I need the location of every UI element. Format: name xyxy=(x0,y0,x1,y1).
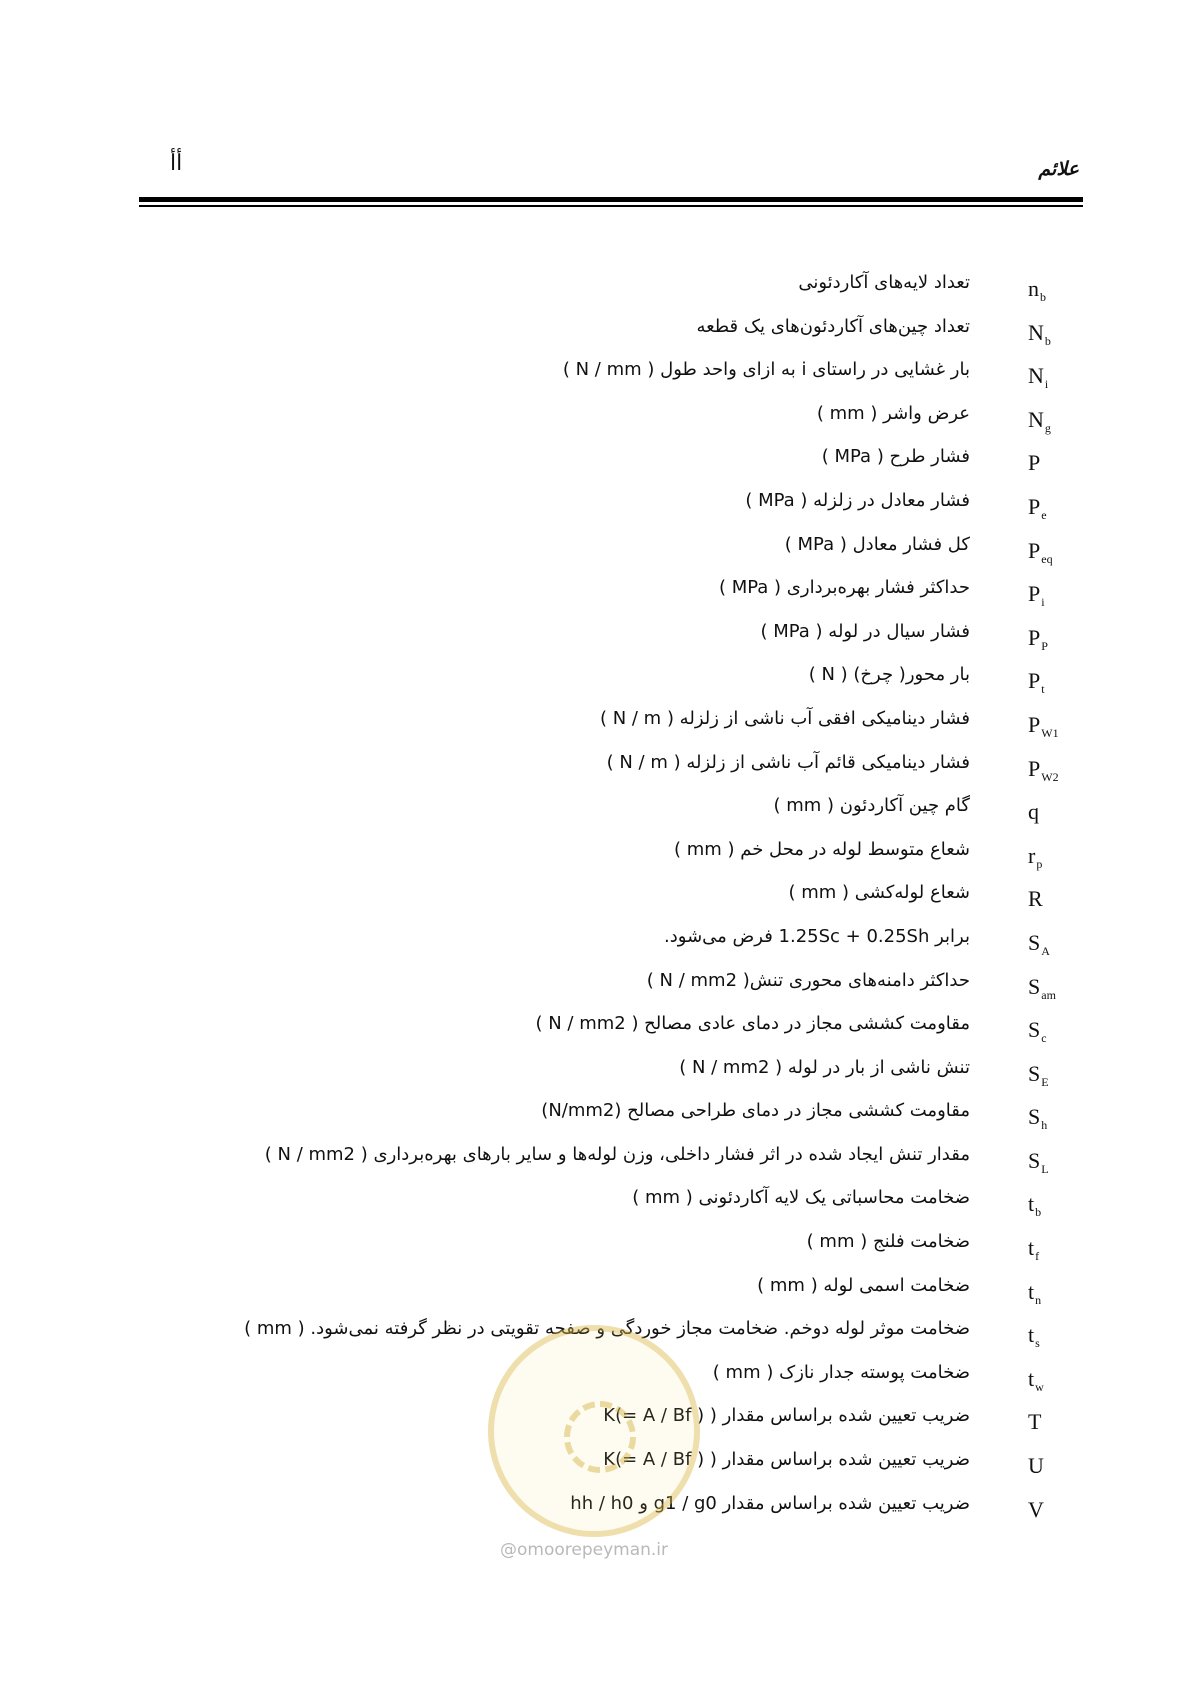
symbol-row xyxy=(0,1013,1191,1057)
symbol-row xyxy=(0,316,1191,360)
symbol-description: مقاومت کششی مجاز در دمای عادی مصالح ( N / mm2 ) xyxy=(535,1013,970,1035)
symbol-description: بار غشایی در راستای i به ازای واحد طول ( N / mm ) xyxy=(562,359,970,381)
symbol-description: تنش ناشی از بار در لوله ( N / mm2 ) xyxy=(679,1056,970,1078)
symbol-description: فشار سیال در لوله ( MPa ) xyxy=(760,620,970,642)
page-number: أأ xyxy=(170,150,183,175)
symbol-description: شعاع لوله‌کشی ( mm ) xyxy=(788,882,970,904)
symbol-description: کل فشار معادل ( MPa ) xyxy=(784,533,970,555)
symbol: $N_g$ xyxy=(1028,406,1051,435)
symbol-description: گام چین آکاردئون ( mm ) xyxy=(773,795,970,817)
symbol: $P_P$ xyxy=(1028,624,1048,653)
symbol-row xyxy=(0,1100,1191,1144)
watermark-text: @omoorepeyman.ir xyxy=(500,1540,669,1560)
symbol-description: فشار معادل در زلزله ( MPa ) xyxy=(745,489,970,511)
symbol-row xyxy=(0,1057,1191,1101)
symbol-row xyxy=(0,359,1191,403)
symbol-row xyxy=(0,403,1191,447)
symbol: T xyxy=(1028,1409,1042,1435)
symbol-row xyxy=(0,1187,1191,1231)
symbol-row xyxy=(0,1144,1191,1188)
symbol-description: حداکثر فشار بهره‌برداری ( MPa ) xyxy=(718,577,970,599)
symbol-row xyxy=(0,970,1191,1014)
symbol: $N_i$ xyxy=(1028,363,1049,392)
symbol: P xyxy=(1028,450,1041,476)
symbol: R xyxy=(1028,886,1043,912)
symbol-row xyxy=(0,752,1191,796)
symbol-description: مقدار تنش ایجاد شده در اثر فشار داخلی، وزن لوله‌ها و سایر بارهای بهره‌برداری ( N / mm2 ) xyxy=(264,1143,970,1165)
symbol: U xyxy=(1028,1453,1044,1479)
symbol-row xyxy=(0,839,1191,883)
symbol: $r_p$ xyxy=(1028,842,1043,871)
symbol-description: ضخامت موثر لوله دوخم. ضخامت مجاز خوردگی و صفحه تقویتی در نظر گرفته نمی‌شود. ( mm ) xyxy=(244,1318,970,1340)
symbol: $t_b$ xyxy=(1028,1191,1042,1220)
symbol-description: شعاع متوسط لوله در محل خم ( mm ) xyxy=(673,838,970,860)
watermark-logo xyxy=(488,1325,700,1537)
symbol-row xyxy=(0,708,1191,752)
header-rule-thin xyxy=(139,205,1083,207)
symbol: $P_{eq}$ xyxy=(1028,537,1053,566)
symbol: $S_L$ xyxy=(1028,1147,1049,1176)
symbol-row xyxy=(0,795,1191,839)
section-title: علائم xyxy=(1038,158,1079,180)
symbol: $P_i$ xyxy=(1028,581,1045,610)
symbol: $S_E$ xyxy=(1028,1060,1049,1089)
symbol-description: ضریب تعیین شده براساس مقدار ( K(= A / Bf ) xyxy=(603,1449,970,1471)
symbol: $t_n$ xyxy=(1028,1278,1042,1307)
symbol-description: ضخامت محاسباتی یک لایه آکاردئونی ( mm ) xyxy=(632,1187,970,1209)
symbol: $P_t$ xyxy=(1028,668,1045,697)
symbol-description: ضریب تعیین شده براساس مقدار g1 / g0 و hh / h0 xyxy=(570,1492,970,1514)
symbol: $P_{W1}$ xyxy=(1028,711,1059,740)
symbol-description: برابر 1.25Sc + 0.25Sh فرض می‌شود. xyxy=(664,925,970,947)
symbol: $P_{W2}$ xyxy=(1028,755,1059,784)
symbol: $S_h$ xyxy=(1028,1104,1048,1133)
symbol-description: فشار طرح ( MPa ) xyxy=(821,446,970,468)
symbol-description: ضریب تعیین شده براساس مقدار ( K(= A / Bf ) xyxy=(603,1405,970,1427)
symbol: $t_s$ xyxy=(1028,1322,1040,1351)
symbol-row xyxy=(0,926,1191,970)
symbol-description: تعداد لایه‌های آکاردئونی xyxy=(798,272,970,293)
symbol-description: مقاومت کششی مجاز در دمای طراحی مصالح (N/mm2) xyxy=(541,1100,970,1122)
gear-icon xyxy=(564,1401,636,1473)
symbol-row xyxy=(0,664,1191,708)
symbol-row xyxy=(0,272,1191,316)
symbol-description: فشار دینامیکی قائم آب ناشی از زلزله ( N / m ) xyxy=(606,751,970,773)
symbol-description: حداکثر دامنه‌های محوری تنش( N / mm2 ) xyxy=(646,969,970,991)
symbol-row xyxy=(0,621,1191,665)
symbol-row xyxy=(0,577,1191,621)
symbol: $n_b$ xyxy=(1028,276,1046,304)
symbol-description: ضخامت اسمی لوله ( mm ) xyxy=(757,1274,970,1296)
symbol-description: عرض واشر ( mm ) xyxy=(816,402,970,424)
symbol-row xyxy=(0,1231,1191,1275)
symbol-description: تعداد چین‌های آکاردئون‌های یک قطعه xyxy=(696,315,970,337)
symbol: $N_b$ xyxy=(1028,319,1051,348)
symbol-row xyxy=(0,882,1191,926)
symbol: $t_w$ xyxy=(1028,1365,1044,1394)
symbol: $t_f$ xyxy=(1028,1235,1040,1264)
symbol-description: فشار دینامیکی افقی آب ناشی از زلزله ( N / m ) xyxy=(599,707,970,729)
symbol-description: ضخامت فلنج ( mm ) xyxy=(806,1231,970,1253)
symbol-description: ضخامت پوسته جدار نازک ( mm ) xyxy=(712,1361,970,1383)
symbol-row xyxy=(0,490,1191,534)
symbol: $P_e$ xyxy=(1028,493,1047,522)
symbol-row xyxy=(0,534,1191,578)
symbol-row xyxy=(0,446,1191,490)
symbol: V xyxy=(1028,1496,1044,1522)
symbol: $S_{am}$ xyxy=(1028,973,1056,1002)
symbol: $S_c$ xyxy=(1028,1017,1047,1046)
symbol: $S_A$ xyxy=(1028,929,1050,958)
symbol: q xyxy=(1028,799,1039,825)
symbol-description: بار محور( چرخ) ( N ) xyxy=(808,664,970,686)
header-rule-thick xyxy=(139,197,1083,202)
symbol-row xyxy=(0,1275,1191,1319)
